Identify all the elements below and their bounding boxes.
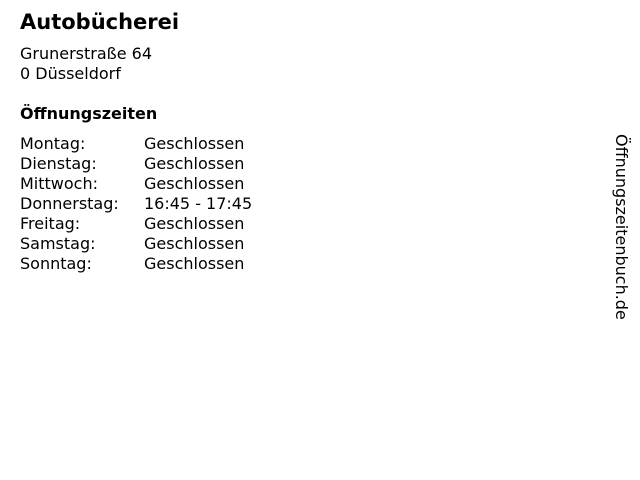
day-label: Samstag: [20, 234, 96, 253]
day-label: Dienstag: [20, 154, 97, 173]
hours-row-thursday [20, 194, 252, 214]
day-hours: Geschlossen [144, 154, 245, 173]
hours-row-saturday [20, 234, 252, 254]
day-label: Donnerstag: [20, 194, 119, 213]
day-hours: 16:45 - 17:45 [144, 194, 253, 213]
day-hours: Geschlossen [144, 134, 245, 153]
site-watermark: Öffnungszeitenbuch.de [612, 134, 631, 320]
hours-row-wednesday [20, 174, 252, 194]
day-label: Mittwoch: [20, 174, 98, 193]
address-block [20, 44, 152, 84]
opening-hours-heading: Öffnungszeiten [20, 104, 158, 123]
opening-hours-table [20, 134, 252, 274]
address-city: 0 Düsseldorf [20, 64, 121, 83]
day-label: Sonntag: [20, 254, 92, 273]
day-label: Freitag: [20, 214, 81, 233]
day-hours: Geschlossen [144, 254, 245, 273]
hours-row-sunday [20, 254, 252, 274]
hours-row-friday [20, 214, 252, 234]
day-hours: Geschlossen [144, 234, 245, 253]
day-hours: Geschlossen [144, 174, 245, 193]
business-name: Autobücherei [20, 10, 180, 34]
day-label: Montag: [20, 134, 86, 153]
day-hours: Geschlossen [144, 214, 245, 233]
hours-row-monday [20, 134, 252, 154]
hours-row-tuesday [20, 154, 252, 174]
address-street: Grunerstraße 64 [20, 44, 153, 63]
